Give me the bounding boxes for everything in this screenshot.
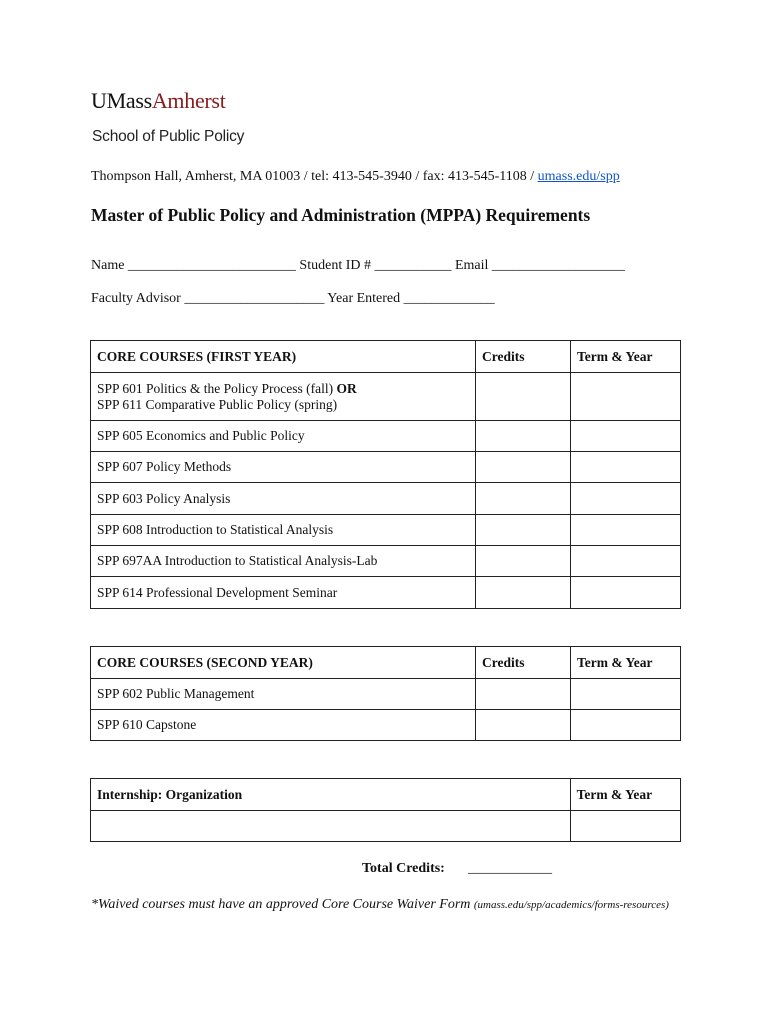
credits-cell[interactable] bbox=[476, 710, 571, 741]
course-cell: SPP 610 Capstone bbox=[91, 710, 476, 741]
table-row bbox=[91, 421, 681, 452]
term-heading: Term & Year bbox=[570, 779, 680, 811]
table-header-row bbox=[91, 779, 681, 811]
table-row bbox=[91, 710, 681, 741]
course-cell bbox=[91, 373, 476, 421]
credits-cell[interactable] bbox=[476, 483, 571, 515]
table-header-row bbox=[91, 647, 681, 679]
document-title: Master of Public Policy and Administration (MPPA) Requirements bbox=[91, 205, 591, 225]
logo-umass: UMass bbox=[91, 88, 152, 113]
term-cell[interactable] bbox=[571, 515, 681, 546]
core-second-year-table bbox=[90, 646, 681, 741]
waiver-note bbox=[91, 897, 669, 913]
term-heading: Term & Year bbox=[571, 341, 681, 373]
course-cell: SPP 697AA Introduction to Statistical Analysis-Lab bbox=[91, 546, 476, 577]
term-cell[interactable] bbox=[571, 546, 681, 577]
logo-amherst: Amherst bbox=[151, 88, 226, 113]
internship-heading: Internship: Organization bbox=[91, 779, 571, 811]
credits-cell[interactable] bbox=[476, 546, 571, 577]
course-cell: SPP 607 Policy Methods bbox=[91, 452, 476, 483]
credits-cell[interactable] bbox=[476, 679, 571, 710]
or-label: OR bbox=[336, 380, 357, 396]
name-id-email-fields[interactable]: Name ________________________ Student ID # ___________ Email ___________________ bbox=[91, 258, 625, 273]
internship-table bbox=[90, 778, 681, 842]
term-cell[interactable] bbox=[571, 710, 681, 741]
spp-link[interactable]: umass.edu/spp bbox=[537, 169, 620, 184]
course-cell: SPP 608 Introduction to Statistical Analysis bbox=[91, 515, 476, 546]
term-heading: Term & Year bbox=[571, 647, 681, 679]
course-611: SPP 611 Comparative Public Policy (spring) bbox=[97, 396, 338, 412]
waiver-note-text: *Waived courses must have an approved Core Course Waiver Form bbox=[91, 897, 474, 912]
term-cell[interactable] bbox=[571, 373, 681, 421]
advisor-year-fields[interactable]: Faculty Advisor ____________________ Year Entered _____________ bbox=[91, 291, 495, 306]
term-cell[interactable] bbox=[571, 483, 681, 515]
core-second-heading: CORE COURSES (SECOND YEAR) bbox=[91, 647, 476, 679]
table-row bbox=[91, 811, 681, 842]
credits-cell[interactable] bbox=[476, 452, 571, 483]
credits-heading: Credits bbox=[476, 647, 571, 679]
address-text: Thompson Hall, Amherst, MA 01003 / tel: 413-545-3940 / fax: 413-545-1108 / bbox=[91, 169, 538, 184]
credits-heading: Credits bbox=[476, 341, 571, 373]
term-cell[interactable] bbox=[570, 811, 680, 842]
term-cell[interactable] bbox=[571, 421, 681, 452]
umass-amherst-logo bbox=[91, 88, 226, 114]
waiver-note-url: (umass.edu/spp/academics/forms-resources) bbox=[473, 899, 669, 911]
core-first-year-table bbox=[90, 340, 681, 609]
course-cell: SPP 602 Public Management bbox=[91, 679, 476, 710]
table-row bbox=[91, 483, 681, 515]
course-cell: SPP 605 Economics and Public Policy bbox=[91, 421, 476, 452]
table-row bbox=[91, 452, 681, 483]
total-credits-field[interactable]: ____________ bbox=[468, 861, 552, 876]
core-first-heading: CORE COURSES (FIRST YEAR) bbox=[91, 341, 476, 373]
table-row bbox=[91, 577, 681, 609]
term-cell[interactable] bbox=[571, 679, 681, 710]
credits-cell[interactable] bbox=[476, 373, 571, 421]
school-name: School of Public Policy bbox=[92, 128, 245, 145]
address-line bbox=[91, 169, 620, 185]
table-row bbox=[91, 546, 681, 577]
table-row bbox=[91, 515, 681, 546]
term-cell[interactable] bbox=[571, 577, 681, 609]
course-cell: SPP 614 Professional Development Seminar bbox=[91, 577, 476, 609]
total-credits-label: Total Credits: bbox=[362, 861, 445, 876]
course-cell: SPP 603 Policy Analysis bbox=[91, 483, 476, 515]
table-header-row bbox=[91, 341, 681, 373]
table-row bbox=[91, 373, 681, 421]
organization-cell[interactable] bbox=[91, 811, 571, 842]
credits-cell[interactable] bbox=[476, 515, 571, 546]
table-row bbox=[91, 679, 681, 710]
term-cell[interactable] bbox=[571, 452, 681, 483]
credits-cell[interactable] bbox=[476, 577, 571, 609]
course-601: SPP 601 Politics & the Policy Process (fall) bbox=[97, 380, 337, 396]
credits-cell[interactable] bbox=[476, 421, 571, 452]
